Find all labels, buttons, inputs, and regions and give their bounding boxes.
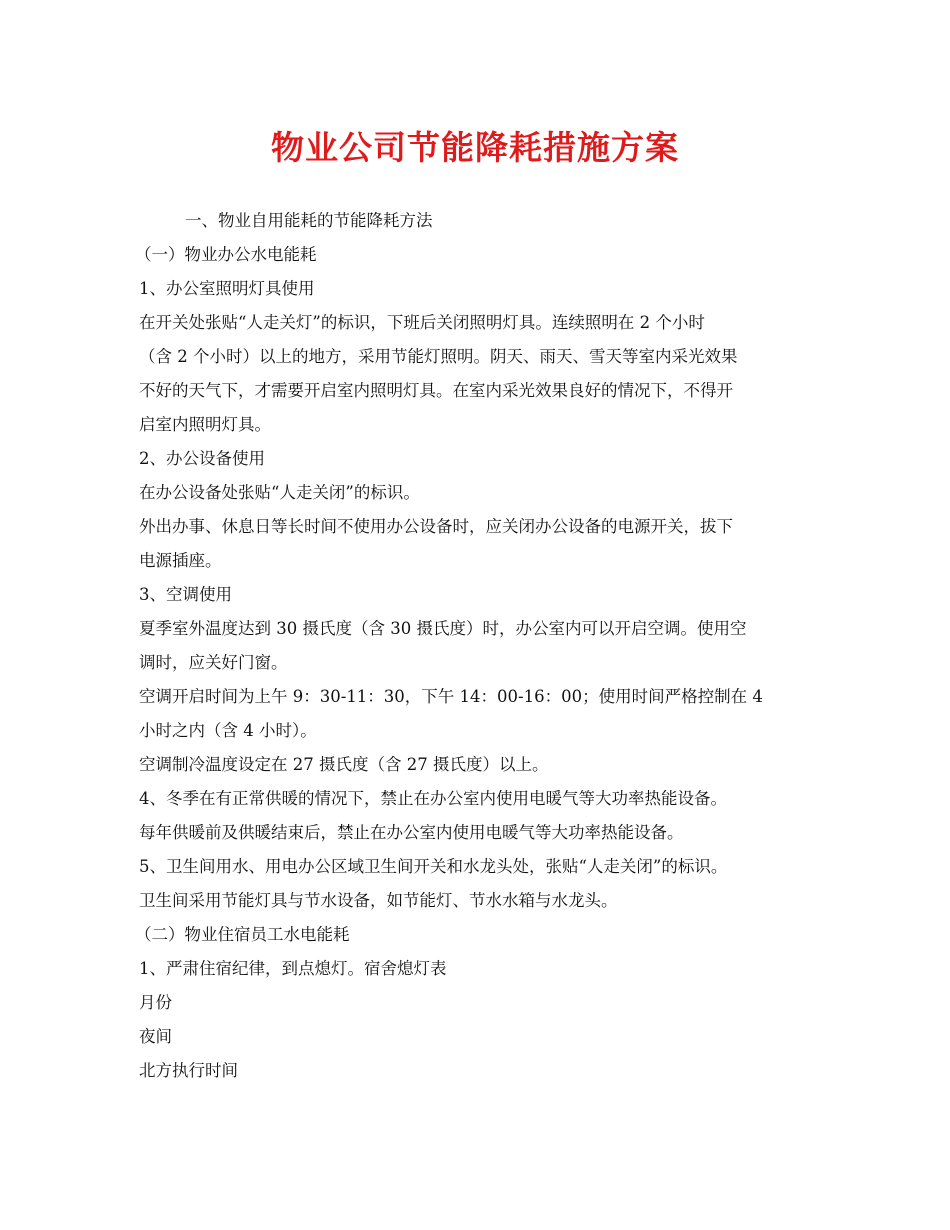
- item-heading-winter: 4、冬季在有正常供暖的情况下，禁止在办公室内使用电暖气等大功率热能设备。: [139, 789, 727, 808]
- table-text-month: 月份: [139, 993, 172, 1012]
- paragraph-line: 在开关处张贴“人走关灯”的标识，下班后关闭照明灯具。连续照明在 2 个小时: [139, 313, 705, 332]
- table-text-north-time: 北方执行时间: [139, 1061, 238, 1080]
- paragraph-line: 空调开启时间为上午 9：30-11：30，下午 14：00-16：00；使用时间严格控制在 4: [139, 687, 763, 706]
- item-heading-lighting: 1、办公室照明灯具使用: [139, 279, 315, 298]
- paragraph-line: （含 2 个小时）以上的地方，采用节能灯照明。阴天、雨天、雪天等室内采光效果: [139, 347, 738, 366]
- paragraph-line: 每年供暖前及供暖结束后，禁止在办公室内使用电暖气等大功率热能设备。: [139, 823, 684, 842]
- paragraph-line: 小时之内（含 4 小时）。: [139, 721, 317, 740]
- item-heading-air-conditioning: 3、空调使用: [139, 585, 232, 604]
- document-body: [135, 204, 831, 1088]
- table-text-night: 夜间: [139, 1027, 172, 1046]
- paragraph-line: 卫生间采用节能灯具与节水设备，如节能灯、节水水箱与水龙头。: [139, 891, 618, 910]
- paragraph-line: 启室内照明灯具。: [139, 415, 271, 434]
- paragraph-line: 电源插座。: [139, 551, 222, 570]
- paragraph-line: 空调制冷温度设定在 27 摄氏度（含 27 摄氏度）以上。: [139, 755, 549, 774]
- item-heading-office-equipment: 2、办公设备使用: [139, 449, 265, 468]
- document-title: 物业公司节能降耗措施方案: [271, 128, 679, 167]
- paragraph-line: 调时，应关好门窗。: [139, 653, 288, 672]
- paragraph-line: 外出办事、休息日等长时间不使用办公设备时，应关闭办公设备的电源开关，拔下: [139, 517, 733, 536]
- paragraph-line: 不好的天气下，才需要开启室内照明灯具。在室内采光效果良好的情况下，不得开: [139, 381, 733, 400]
- subsection-heading-dormitory: （二）物业住宿员工水电能耗: [135, 925, 350, 944]
- subsection-heading-office: （一）物业办公水电能耗: [135, 245, 317, 264]
- paragraph-line: 夏季室外温度达到 30 摄氏度（含 30 摄氏度）时，办公室内可以开启空调。使用空: [139, 619, 747, 638]
- section-heading-1: 一、物业自用能耗的节能降耗方法: [185, 211, 433, 230]
- item-heading-lights-out: 1、严肃住宿纪律，到点熄灯。宿舍熄灯表: [139, 959, 447, 978]
- paragraph-line: 在办公设备处张贴“人走关闭”的标识。: [139, 483, 420, 502]
- item-heading-restroom: 5、卫生间用水、用电办公区域卫生间开关和水龙头处，张贴“人走关闭”的标识。: [139, 857, 728, 876]
